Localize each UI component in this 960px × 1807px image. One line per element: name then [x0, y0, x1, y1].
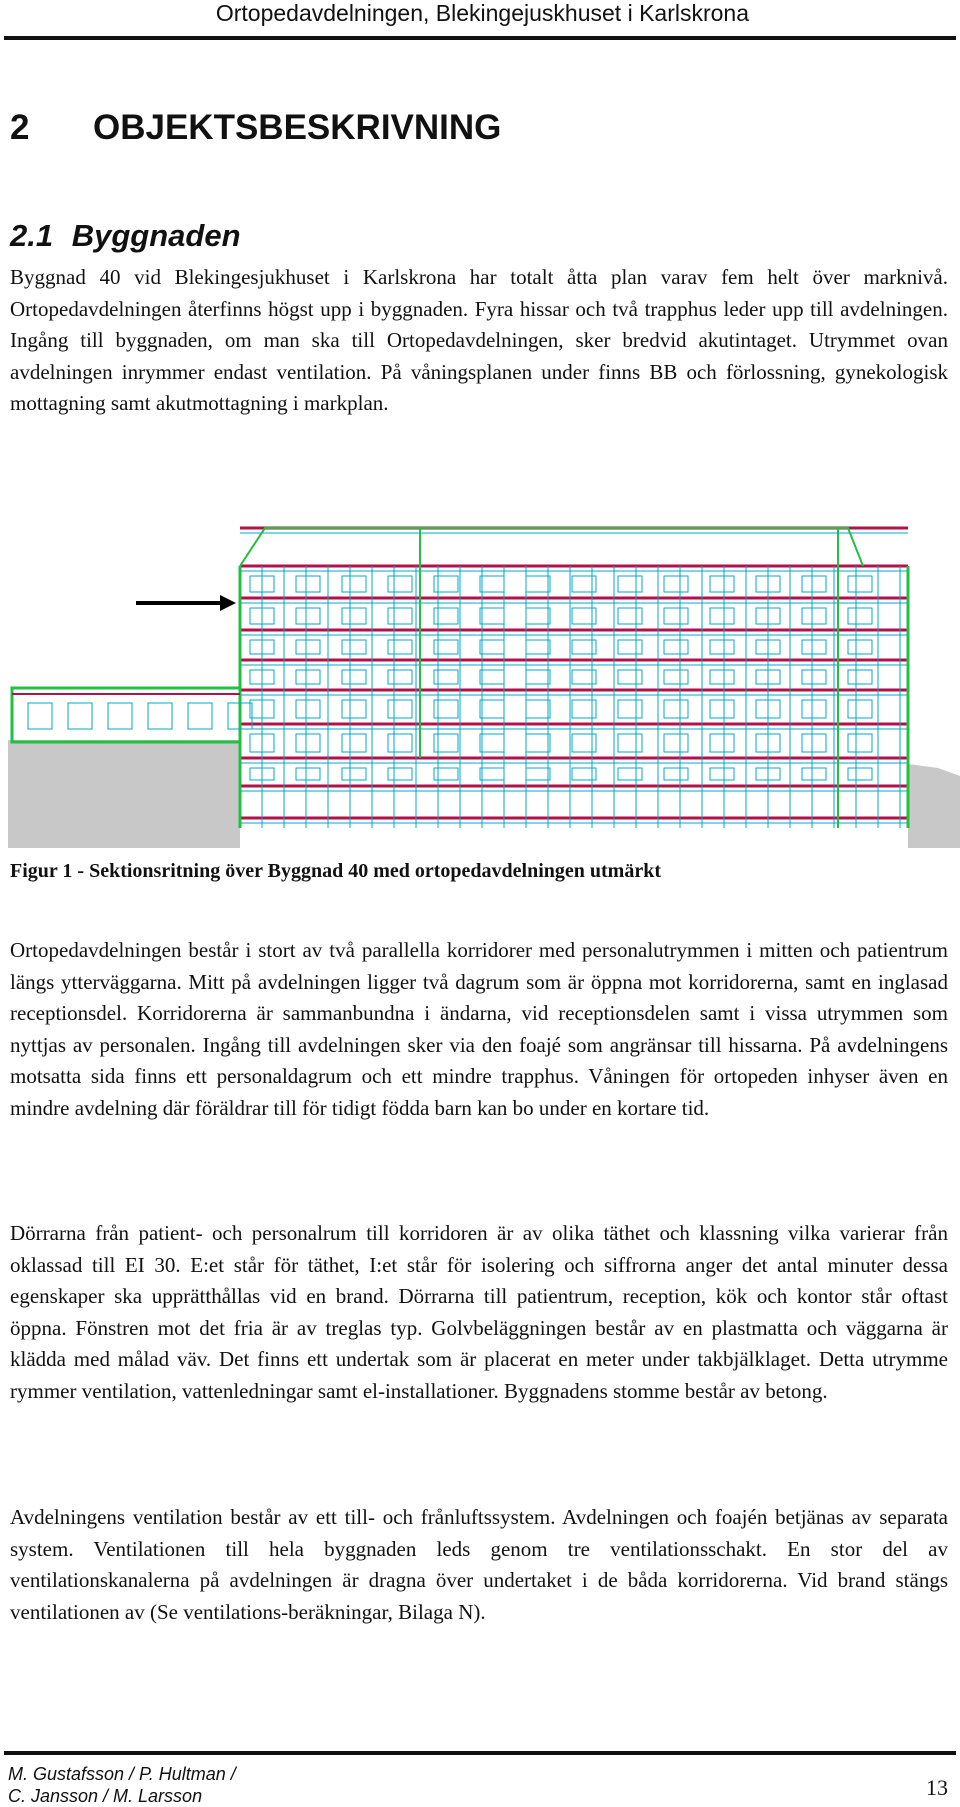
window [296, 768, 320, 780]
window [388, 640, 412, 654]
window [618, 576, 642, 592]
window [664, 734, 688, 752]
window [848, 670, 872, 684]
window [480, 734, 504, 752]
window [802, 608, 826, 624]
window [848, 700, 872, 718]
arrow-head [220, 595, 236, 611]
section-title: OBJEKTSBESKRIVNING [93, 108, 502, 147]
window [526, 576, 550, 592]
window [388, 608, 412, 624]
section-drawing-svg [8, 518, 960, 848]
window [802, 734, 826, 752]
window [296, 576, 320, 592]
window [848, 768, 872, 780]
window [296, 670, 320, 684]
window [480, 768, 504, 780]
annex-window [108, 703, 132, 729]
window [388, 734, 412, 752]
annex-window [188, 703, 212, 729]
window [664, 640, 688, 654]
window [848, 640, 872, 654]
paragraph-layout: Ortopedavdelningen består i stort av två parallella korridorer med personalutrymmen i mitten och patientrum längs ytterväggarna. Mitt på avdelningen ligger två dagrum som är öppna mot korridorerna, samt en inglasad receptionsdel. Korridorerna är sammanbundna i ändarna, vid receptionsdelen samt i vissa utrymmen som nyttjas av personalen. Ingång till avdelningen sker via den foajé som angränsar till hissarna. På avdelningens motsatta sida finns ett personaldagrum och ett mindre trapphus. Våningen för ortopeden inhyser även en mindre avdelning där föräldrar till för tidigt födda barn kan bo under en kortare tid. [10, 938, 948, 1120]
window [480, 670, 504, 684]
footer-rule [4, 1751, 956, 1755]
window [664, 700, 688, 718]
annex-window [68, 703, 92, 729]
window [802, 670, 826, 684]
window [342, 670, 366, 684]
window [664, 608, 688, 624]
window [618, 608, 642, 624]
header-rule [4, 36, 956, 40]
subsection-heading [10, 218, 241, 254]
footer-authors-line2: C. Jansson / M. Larsson [8, 1786, 203, 1806]
subsection-number: 2.1 [10, 218, 54, 253]
window [480, 608, 504, 624]
section-number: 2 [10, 108, 30, 147]
window [296, 700, 320, 718]
window [480, 640, 504, 654]
annex-window [148, 703, 172, 729]
page-number: 13 [926, 1775, 948, 1800]
window [618, 768, 642, 780]
window [526, 670, 550, 684]
section-drawing [8, 518, 960, 848]
roof-outline [240, 528, 863, 566]
window [342, 768, 366, 780]
window [848, 608, 872, 624]
ground-left [8, 740, 240, 848]
paragraph-doors: Dörrarna från patient- och personalrum till korridoren är av olika täthet och klassning vilka varierar från oklassad till EI 30. E:et står för täthet, I:et står för isolering och siffrorna anger det antal minuter dessa egenskaper ska upprätthållas vid en brand. Dörrarna till patientrum, reception, kök och kontor står oftast öppna. Fönstren mot det fria är av treglas typ. Golvbeläggningen består av en plastmatta och väggarna är klädda med målad väv. Det finns ett undertak som är placerat en meter under takbjälklaget. Detta utrymme rymmer ventilation, vattenledningar samt el-installationer. Byggnadens stomme består av betong. [10, 1221, 948, 1403]
window [388, 768, 412, 780]
window [664, 670, 688, 684]
header-title: Ortopedavdelningen, Blekingejuskhuset i Karlskrona [215, 0, 749, 26]
window [802, 768, 826, 780]
window [802, 576, 826, 592]
footer-authors-line1: M. Gustafsson / P. Hultman / [8, 1764, 236, 1784]
window [710, 608, 734, 624]
window [342, 734, 366, 752]
window [526, 768, 550, 780]
window [480, 576, 504, 592]
window [710, 576, 734, 592]
footer-authors [8, 1763, 236, 1807]
window [480, 700, 504, 718]
window [710, 700, 734, 718]
paragraph-ventilation: Avdelningens ventilation består av ett till- och frånluftssystem. Avdelningen och foajén betjänas av separata system. Ventilationen till hela byggnaden leds genom tre ventilationsschakt. En stor del av ventilationskanalerna på avdelningen är dragna över undertaket i de båda korridorerna. Vid brand stängs ventilationen av (Se ventilations-beräkningar, Bilaga N). [10, 1505, 948, 1624]
page-header [0, 0, 960, 40]
window [618, 640, 642, 654]
window [296, 640, 320, 654]
window [342, 608, 366, 624]
window [618, 670, 642, 684]
window [710, 640, 734, 654]
window [526, 700, 550, 718]
window [388, 576, 412, 592]
window [296, 608, 320, 624]
window [618, 734, 642, 752]
window [342, 576, 366, 592]
window [618, 700, 642, 718]
window [296, 734, 320, 752]
window [388, 670, 412, 684]
window [848, 576, 872, 592]
subsection-title: Byggnaden [71, 218, 241, 253]
window [526, 734, 550, 752]
window [802, 640, 826, 654]
figure-caption: Figur 1 - Sektionsritning över Byggnad 40 med ortopedavdelningen utmärkt [10, 860, 661, 882]
window [664, 768, 688, 780]
window [342, 640, 366, 654]
section-heading [10, 108, 502, 148]
window [526, 640, 550, 654]
annex-outline [12, 688, 240, 742]
window [710, 768, 734, 780]
paragraph-building: Byggnad 40 vid Blekingesjukhuset i Karlskrona har totalt åtta plan varav fem helt över marknivå. Ortopedavdelningen återfinns högst upp i byggnaden. Fyra hissar och två trapphus leder upp till avdelningen. Ingång till byggnaden, om man ska till Ortopedavdelningen, sker bredvid akutintaget. Utrymmet ovan avdelningen inrymmer endast ventilation. På våningsplanen under finns BB och förlossning, gynekologisk mottagning samt akutmottagning i markplan. [10, 265, 948, 415]
window [388, 700, 412, 718]
window [710, 670, 734, 684]
window [526, 608, 550, 624]
window [342, 700, 366, 718]
annex-window [28, 703, 52, 729]
window [710, 734, 734, 752]
window [848, 734, 872, 752]
window [664, 576, 688, 592]
window [802, 700, 826, 718]
